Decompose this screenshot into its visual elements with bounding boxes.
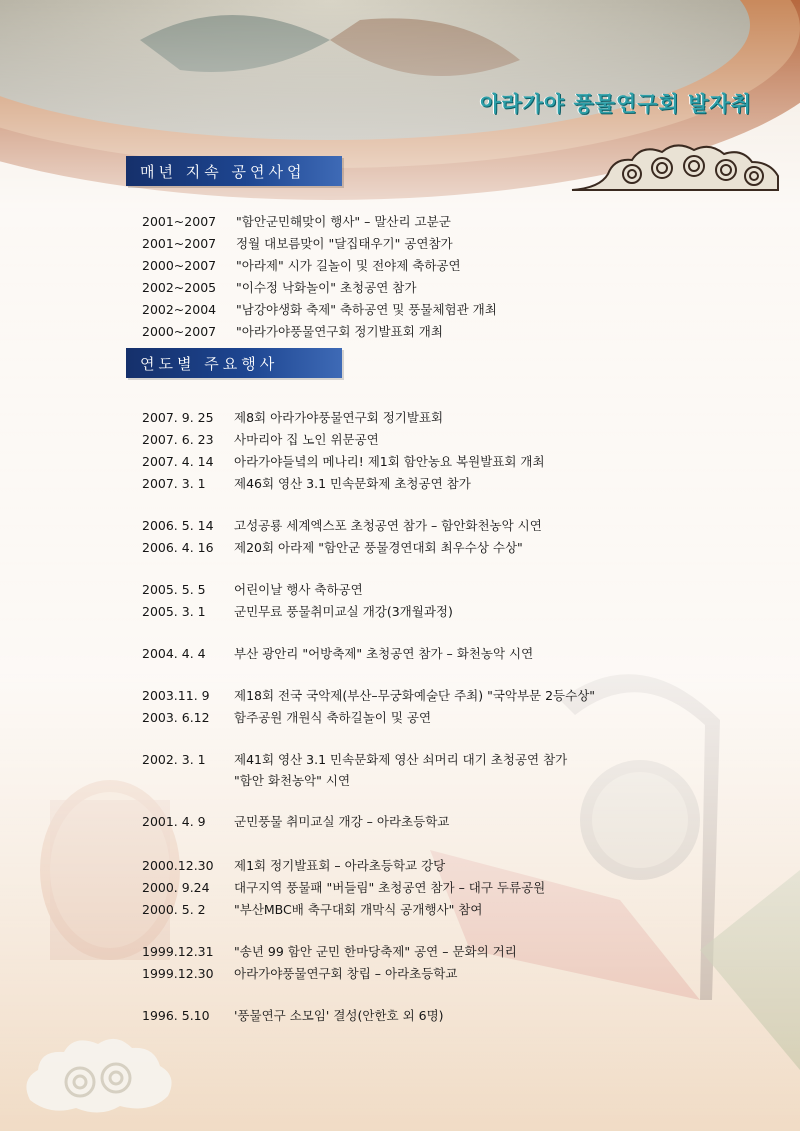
item-text: "함안군민해맞이 행사" – 말산리 고분군	[236, 214, 451, 229]
list-item	[142, 708, 431, 726]
item-date: 2006. 4. 16	[142, 540, 214, 555]
list-item	[142, 452, 545, 470]
item-text: "송년 99 함안 군민 한마당축제" 공연 – 문화의 거리	[234, 944, 517, 959]
list-item	[142, 212, 451, 230]
item-text: 함주공원 개원식 축하길놀이 및 공연	[234, 710, 432, 725]
list-item	[142, 878, 545, 896]
item-text: 제18회 전국 국악제(부산–무궁화예술단 주최) "국악부문 2등수상"	[234, 688, 596, 703]
item-text: "함안 화천농악" 시연	[234, 773, 351, 788]
item-text: 군민무료 풍물취미교실 개강(3개월과정)	[234, 604, 453, 619]
item-text: 정월 대보름맞이 "달집태우기" 공연참가	[236, 236, 453, 251]
list-item	[142, 322, 443, 340]
list-item	[142, 474, 471, 492]
section-header-annual	[126, 156, 342, 186]
list-item	[142, 580, 363, 598]
section-title: 연도별 주요행사	[140, 355, 279, 373]
item-date: 2007. 6. 23	[142, 432, 214, 447]
item-date: 2006. 5. 14	[142, 518, 214, 533]
list-item	[142, 408, 443, 426]
list-item	[142, 771, 350, 789]
item-text: 제20회 아라제 "함안군 풍물경연대회 최우수상 수상"	[234, 540, 523, 555]
item-date: 2004. 4. 4	[142, 646, 206, 661]
item-date: 2002. 3. 1	[142, 752, 206, 767]
cloud-ornament-icon	[570, 140, 782, 200]
list-item	[142, 430, 379, 448]
item-date: 2007. 4. 14	[142, 454, 214, 469]
item-text: "아라가야풍물연구회 정기발표회 개최	[236, 324, 443, 339]
item-text: 제8회 아라가야풍물연구회 정기발표회	[234, 410, 444, 425]
list-item	[142, 256, 461, 274]
list-item	[142, 278, 416, 296]
list-item	[142, 856, 445, 874]
list-item	[142, 644, 533, 662]
list-item	[142, 964, 457, 982]
item-date: 2005. 3. 1	[142, 604, 206, 619]
item-date: 1999.12.30	[142, 966, 214, 981]
list-item	[142, 602, 453, 620]
item-date: 2007. 3. 1	[142, 476, 206, 491]
item-date: 2000.12.30	[142, 858, 214, 873]
item-date: 2002~2004	[142, 302, 217, 317]
list-item	[142, 1006, 444, 1024]
item-date: 2000. 5. 2	[142, 902, 206, 917]
item-text: "부산MBC배 축구대회 개막식 공개행사" 참여	[234, 902, 483, 917]
item-date: 1996. 5.10	[142, 1008, 210, 1023]
section-title: 매년 지속 공연사업	[140, 163, 306, 181]
item-date: 2001~2007	[142, 214, 217, 229]
list-item	[142, 750, 567, 768]
item-date: 2003.11. 9	[142, 688, 210, 703]
item-date: 2001. 4. 9	[142, 814, 206, 829]
item-text: "이수정 낙화놀이" 초청공연 참가	[236, 280, 417, 295]
list-item	[142, 516, 542, 534]
item-date: 2002~2005	[142, 280, 217, 295]
item-text: 제46회 영산 3.1 민속문화제 초청공연 참가	[234, 476, 471, 491]
item-date: 2000. 9.24	[142, 880, 210, 895]
list-item	[142, 900, 482, 918]
item-text: 군민풍물 취미교실 개강 – 아라초등학교	[234, 814, 450, 829]
item-date: 2005. 5. 5	[142, 582, 206, 597]
list-item	[142, 234, 453, 252]
item-text: 아라가야풍물연구회 창립 – 아라초등학교	[234, 966, 458, 981]
cloud-ornament-icon	[20, 1010, 180, 1120]
item-text: 부산 광안리 "어방축제" 초청공연 참가 – 화천농악 시연	[234, 646, 534, 661]
item-text: '풍물연구 소모임' 결성(안한호 외 6명)	[234, 1008, 444, 1023]
section-header-events	[126, 348, 342, 378]
item-text: 대구지역 풍물패 "버들림" 초청공연 참가 – 대구 두류공원	[234, 880, 546, 895]
item-text: 아라가야들녘의 메나리! 제1회 함안농요 복원발표회 개최	[234, 454, 545, 469]
item-text: "아라제" 시가 길놀이 및 전야제 축하공연	[236, 258, 461, 273]
list-item	[142, 686, 595, 704]
list-item	[142, 538, 523, 556]
list-item	[142, 812, 449, 830]
item-date: 2000~2007	[142, 324, 217, 339]
page-title: 아라가야 풍물연구회 발자취	[479, 92, 752, 116]
item-text: 사마리아 집 노인 위문공연	[234, 432, 379, 447]
item-date: 2000~2007	[142, 258, 217, 273]
item-date: 1999.12.31	[142, 944, 214, 959]
list-item	[142, 942, 517, 960]
item-date: 2007. 9. 25	[142, 410, 214, 425]
item-date: 2001~2007	[142, 236, 217, 251]
list-item	[142, 300, 497, 318]
item-text: 제41회 영산 3.1 민속문화제 영산 쇠머리 대기 초청공연 참가	[234, 752, 568, 767]
item-text: "남강야생화 축제" 축하공연 및 풍물체험관 개최	[236, 302, 497, 317]
item-text: 고성공룡 세계엑스포 초청공연 참가 – 함안화천농악 시연	[234, 518, 542, 533]
item-text: 제1회 정기발표회 – 아라초등학교 강당	[234, 858, 446, 873]
item-date: 2003. 6.12	[142, 710, 210, 725]
item-text: 어린이날 행사 축하공연	[234, 582, 363, 597]
